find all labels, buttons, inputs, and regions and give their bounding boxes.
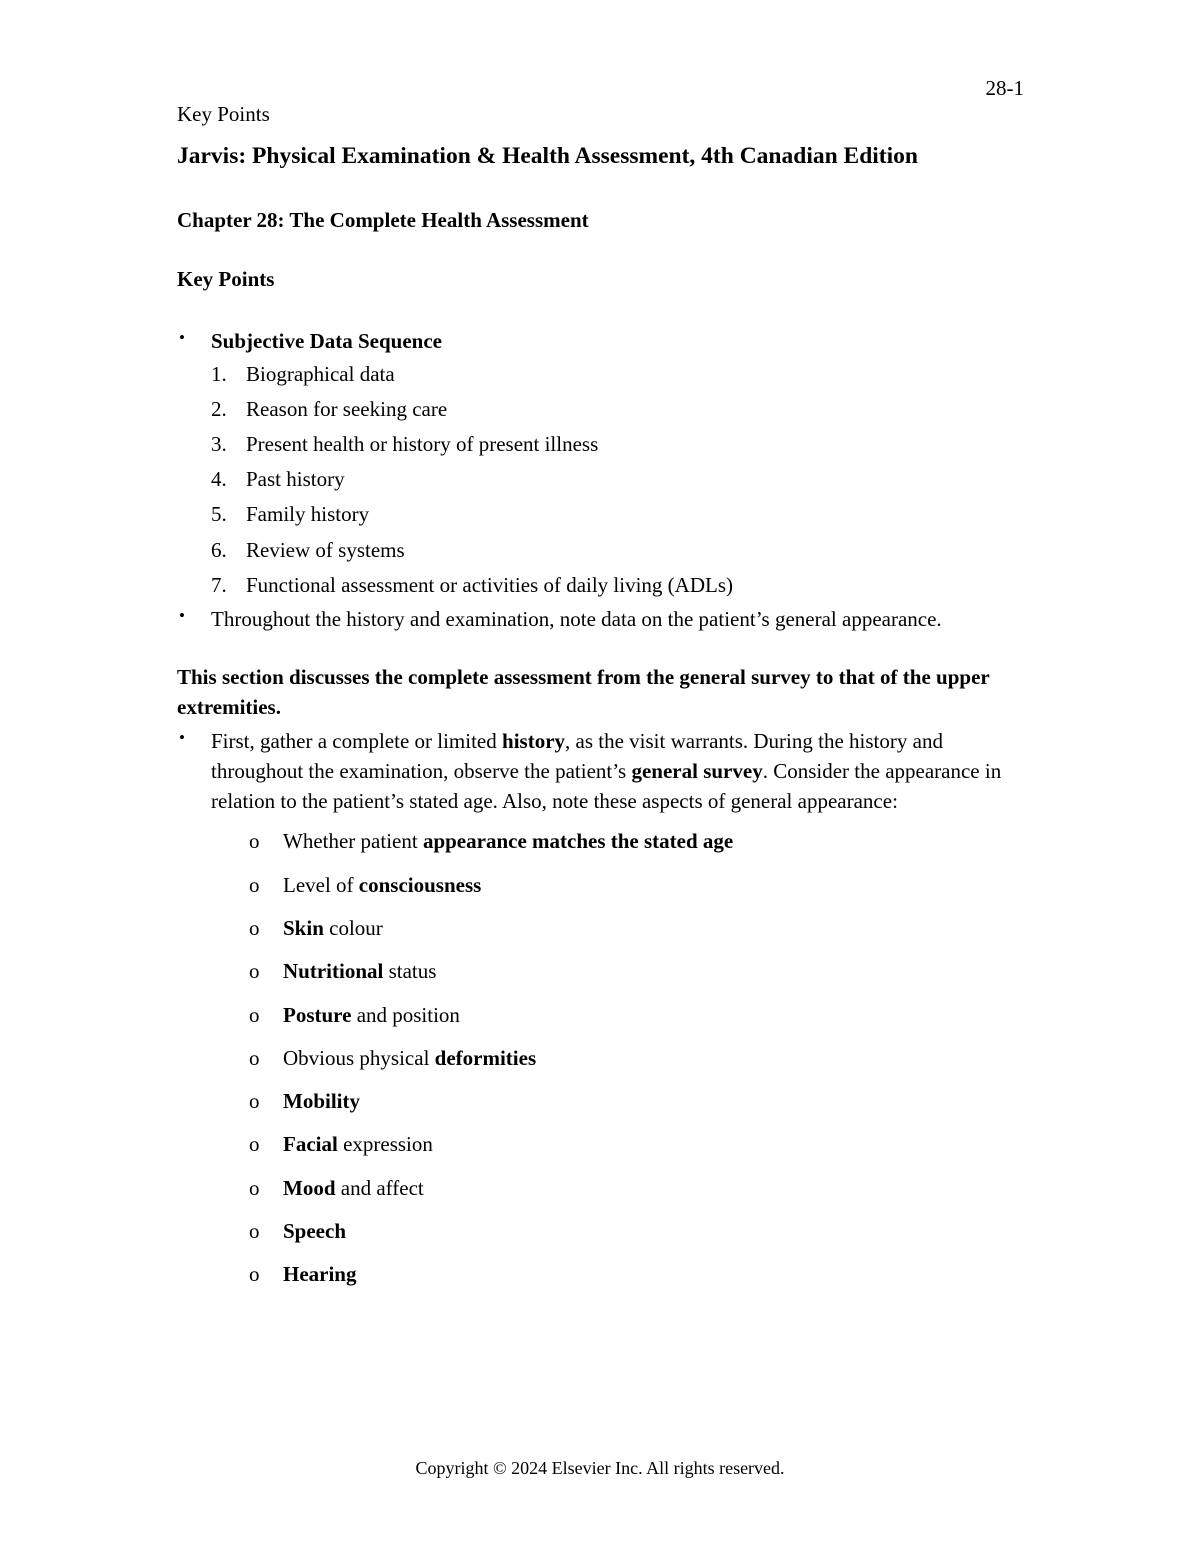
sub-bullet-marker: o	[249, 1262, 260, 1287]
list-item	[211, 462, 1027, 497]
list-item	[211, 497, 1027, 532]
sub-bullet-marker: o	[249, 915, 260, 940]
bold-term: Skin	[283, 915, 324, 940]
chapter-title: Chapter 28: The Complete Health Assessment	[177, 208, 589, 232]
item-number: 5.	[211, 502, 227, 527]
item-text: Past history	[246, 467, 345, 492]
numbered-list	[211, 356, 1027, 602]
sub-bullet-marker: o	[249, 1002, 260, 1027]
text-run: Whether patient	[283, 829, 423, 854]
list-item	[249, 1129, 1027, 1172]
list-item	[249, 956, 1027, 999]
text-run: . Consider the appearance in relation to the patient’s stated age. Also, note these aspects of general appearance:	[211, 759, 1002, 814]
bullet-marker: •	[179, 728, 185, 748]
bold-term: Facial	[283, 1132, 338, 1157]
item-text: Functional assessment or activities of daily living (ADLs)	[246, 572, 733, 597]
list-item	[249, 1259, 1027, 1302]
sub-bullet-marker: o	[249, 1218, 260, 1243]
list-item	[249, 1173, 1027, 1216]
bold-term: consciousness	[358, 872, 482, 897]
list-item	[249, 1043, 1027, 1086]
text-run: colour	[323, 915, 383, 940]
bold-term: Mobility	[283, 1089, 360, 1114]
text-run: , as the visit warrants. During the history and throughout the examination, observe the patient’s	[211, 729, 943, 784]
list-item	[211, 426, 1027, 461]
list-item	[249, 913, 1027, 956]
bullet-marker: •	[179, 328, 185, 347]
sub-bullet-marker: o	[249, 829, 260, 854]
text-run: Obvious physical	[283, 1045, 435, 1070]
appearance-aspects-list	[177, 826, 1027, 1302]
bold-term: Hearing	[283, 1262, 357, 1287]
list-item	[211, 567, 1027, 602]
bold-term: Nutritional	[283, 959, 384, 984]
bold-term: appearance matches the stated age	[422, 829, 734, 854]
item-text: Present health or history of present illness	[246, 431, 599, 456]
text-run: and position	[351, 1002, 460, 1027]
item-number: 1.	[211, 361, 227, 386]
sub-bullet-marker: o	[249, 1175, 260, 1200]
bullet-title: Subjective Data Sequence	[211, 329, 442, 353]
sub-bullet-marker: o	[249, 1132, 260, 1157]
list-item	[249, 1216, 1027, 1259]
page-content	[177, 102, 1027, 1303]
bold-term: history	[502, 729, 566, 754]
bold-term: Posture	[283, 1002, 352, 1027]
item-text: Review of systems	[246, 537, 405, 562]
item-text: Biographical data	[246, 361, 395, 386]
list-item	[211, 356, 1027, 391]
bullet-subjective-data	[177, 326, 1027, 602]
item-text: Reason for seeking care	[246, 396, 448, 421]
item-number: 2.	[211, 396, 227, 421]
list-item	[211, 532, 1027, 567]
list-item	[249, 826, 1027, 869]
bullet-general-appearance	[177, 604, 1027, 634]
item-number: 7.	[211, 572, 227, 597]
copyright-footer: Copyright © 2024 Elsevier Inc. All rights reserved.	[415, 1458, 785, 1478]
document-title: Jarvis: Physical Examination & Health Assessment, 4th Canadian Edition	[177, 143, 918, 169]
bullet-text	[211, 726, 1027, 816]
page-number: 28-1	[985, 76, 1024, 100]
sub-bullet-marker: o	[249, 1089, 260, 1114]
bullet-text: Throughout the history and examination, note data on the patient’s general appearance.	[211, 607, 942, 632]
header-label: Key Points	[177, 102, 270, 126]
list-item	[249, 870, 1027, 913]
list-item	[249, 1086, 1027, 1129]
item-number: 3.	[211, 431, 227, 456]
sub-bullet-marker: o	[249, 959, 260, 984]
list-item	[249, 1000, 1027, 1043]
text-run: and affect	[335, 1175, 424, 1200]
list-item	[211, 391, 1027, 426]
item-number: 4.	[211, 467, 227, 492]
bullet-history-survey	[177, 726, 1027, 816]
bold-term: general survey	[631, 759, 763, 784]
bold-term: Mood	[283, 1175, 336, 1200]
section-heading: Key Points	[177, 267, 275, 291]
sub-bullet-marker: o	[249, 1045, 260, 1070]
text-run: expression	[337, 1132, 433, 1157]
text-run: Level of	[283, 872, 359, 897]
bold-term: deformities	[434, 1045, 537, 1070]
section-intro: This section discusses the complete assessment from the general survey to that of the upper extremities.	[177, 665, 990, 720]
text-run: status	[383, 959, 437, 984]
bullet-marker: •	[179, 606, 185, 626]
bold-term: Speech	[283, 1218, 346, 1243]
text-run: First, gather a complete or limited	[211, 729, 503, 754]
item-number: 6.	[211, 537, 227, 562]
item-text: Family history	[246, 502, 370, 527]
sub-bullet-marker: o	[249, 872, 260, 897]
